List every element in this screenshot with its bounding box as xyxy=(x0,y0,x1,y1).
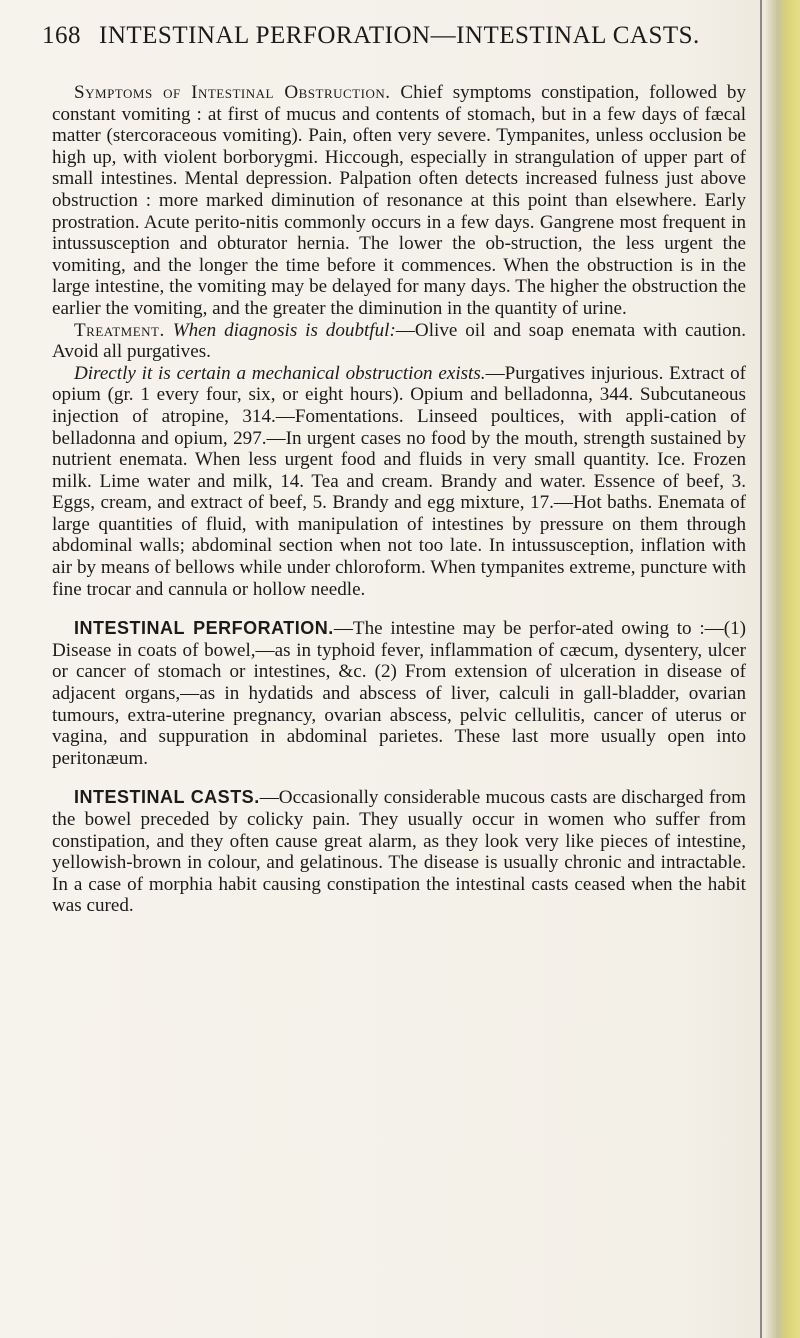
symptoms-paragraph xyxy=(52,82,746,320)
treatment-doubtful-label: When diagnosis is doubtful: xyxy=(172,319,396,341)
book-spine xyxy=(766,0,800,1338)
page-body xyxy=(52,82,746,917)
casts-paragraph xyxy=(52,787,746,917)
casts-heading: INTESTINAL CASTS. xyxy=(74,787,260,808)
page-number: 168 xyxy=(42,22,81,49)
running-title: INTESTINAL PERFORATION—INTESTINAL CASTS. xyxy=(99,22,700,49)
treatment-certain-text: —Purgatives injurious. Extract of opium (gr. 1 every four, six, or eight hours). Opium and belladonna, 344. Subcutaneous injection of atropine, 314.—Fomentations. Linseed poultices, with appli-cation of belladonna and opium, 297.—In urgent cases no food by the mouth, strength sustained by nutrient enemata. When less urgent food and fluids in very small quantity. Ice. Frozen milk. Lime water and milk, 14. Tea and cream. Brandy and water. Essence of beef, 3. Eggs, cream, and extract of beef, 5. Brandy and egg mixture, 17.—Hot baths. Enemata of large quantities of fluid, with manipulation of intestines by pressure on them through abdominal walls; abdominal section when not too late. In intussusception, inflation with air by means of bellows while under chloroform. When tympanites extreme, puncture with fine trocar and cannula or hollow needle. xyxy=(52,362,746,600)
binding-edge-line xyxy=(760,0,762,1338)
running-header xyxy=(42,22,742,50)
perforation-heading: INTESTINAL PERFORATION. xyxy=(74,618,334,639)
treatment-certain-paragraph xyxy=(52,363,746,601)
symptoms-heading: Symptoms of Intestinal Obstruction. xyxy=(74,82,391,103)
symptoms-text: Chief symptoms constipation, followed by constant vomiting : at first of mucus and contents of stomach, but in a few days of fæcal matter (stercoraceous vomiting). Pain, often very severe. Tympanites, unless occlusion be high up, with violent borborygmi. Hiccough, especially in strangulation of upper part of small intestines. Mental depression. Palpation often detects increased fulness just above obstruction : more marked diminution of resonance at this point than elsewhere. Early prostration. Acute perito-nitis commonly occurs in a few days. Gangrene most frequent in intussusception and obturator hernia. The lower the ob-struction, the less urgent the vomiting, and the longer the time before it commences. When the obstruction is in the large intestine, the vomiting may be delayed for many days. The higher the obstruction the earlier the vomiting, and the greater the diminution in the quantity of urine. xyxy=(52,82,746,319)
perforation-paragraph xyxy=(52,618,746,769)
perforation-text: —The intestine may be perfor-ated owing to :—(1) Disease in coats of bowel,—as in typhoid fever, inflammation of cæcum, dysentery, ulcer or cancer of stomach or intestines, &c. (2) From extension of ulceration in disease of adjacent organs,—as in hydatids and abscess of liver, calculi in gall-bladder, ovarian tumours, extra-uterine pregnancy, ovarian abscess, pelvic cellulitis, cancer of uterus or vagina, and suppuration in abdominal parietes. These last more usually open into peritonæum. xyxy=(52,618,747,769)
treatment-doubtful-text: —Olive oil and soap enemata with caution. Avoid all purgatives. xyxy=(52,319,746,363)
casts-text: —Occasionally considerable mucous casts are discharged from the bowel preceded by colicky pain. They usually occur in women who suffer from constipation, and they often cause great alarm, as they look very like pieces of intestine, yellowish-brown in colour, and gelatinous. The disease is usually chronic and intractable. In a case of morphia habit causing constipation the intestinal casts ceased when the habit was cured. xyxy=(52,787,746,917)
treatment-paragraph xyxy=(52,320,746,363)
treatment-heading: Treatment. xyxy=(74,319,165,341)
treatment-certain-label: Directly it is certain a mechanical obstruction exists. xyxy=(74,362,486,384)
